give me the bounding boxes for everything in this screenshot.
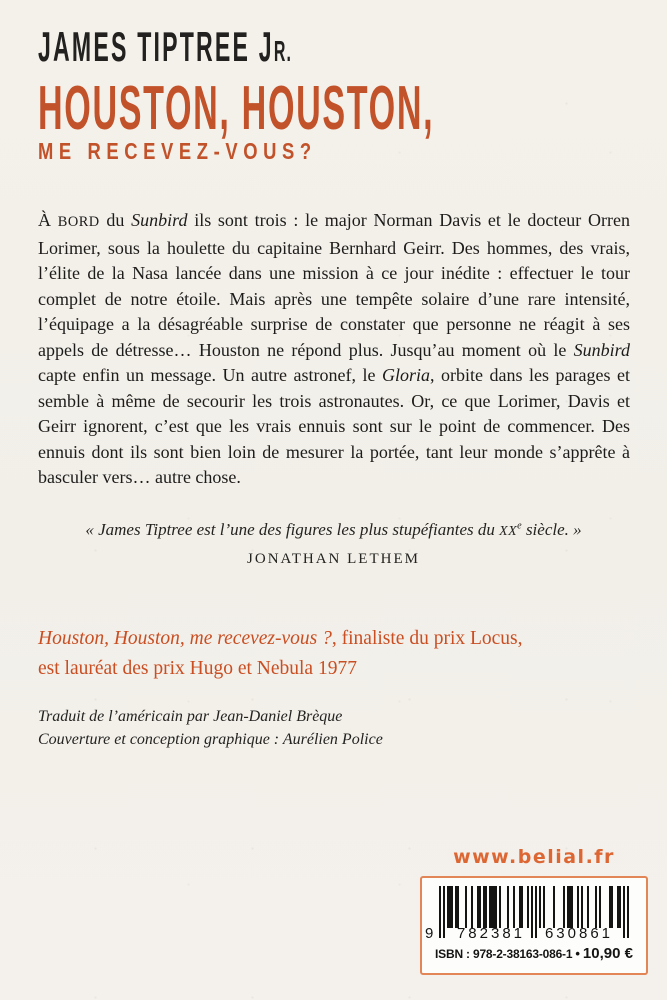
quote-text: « James Tiptree est l’une des figures les plus stupéfiantes du — [85, 520, 500, 539]
book-subtitle: ME RECEVEZ-VOUS? — [38, 138, 317, 164]
synopsis-text: capte enfin un message. Un autre astronef, le — [38, 365, 382, 385]
synopsis-text: , orbite dans les parages et semble à même de secourir les trois astronautes. Or, ce que Lorimer, Davis et Geirr ignorent, c’est que les vrais ennuis sont sur le point de commencer. Des ennuis dont ils sont bien loin de mesurer la portée, tant leur monde s’apprête à basculer vers… autre chose. — [38, 365, 630, 487]
barcode-digit-left: 9 — [425, 925, 434, 942]
review-quote — [0, 520, 667, 540]
awards-line1-rest: , finaliste du prix Locus, — [331, 628, 523, 649]
cover-design-credit: Couverture et conception graphique : Aurélien Police — [38, 730, 383, 748]
synopsis-text: du — [99, 210, 132, 230]
awards-book-title: Houston, Houston, me recevez-vous ? — [38, 628, 332, 649]
ship-name-sunbird: Sunbird — [573, 339, 630, 360]
quote-century: XX — [499, 524, 518, 539]
barcode-box — [420, 876, 648, 975]
barcode — [425, 886, 629, 942]
awards-line-2: est lauréat des prix Hugo et Nebula 1977 — [38, 658, 357, 679]
synopsis-lead-smallcaps: BORD — [57, 214, 100, 230]
author-name — [38, 23, 500, 70]
ship-name-sunbird: Sunbird — [131, 210, 188, 230]
translator-credit: Traduit de l’américain par Jean-Daniel Brèque — [38, 708, 343, 725]
isbn-number: ISBN : 978-2-38163-086-1 — [435, 947, 573, 961]
synopsis-lead: À — [38, 210, 58, 230]
separator-bullet: • — [575, 946, 580, 961]
barcode-digits-group1: 782381 — [456, 925, 526, 942]
quote-attribution: JONATHAN LETHEM — [247, 551, 420, 567]
quote-text-end: siècle. » — [521, 520, 582, 539]
quote-century-sup: e — [517, 520, 522, 532]
isbn-price-line — [432, 945, 636, 963]
barcode-digits-group2: 630861 — [544, 925, 614, 942]
author-main: JAMES TIPTREE J — [38, 23, 274, 70]
awards-line-1 — [38, 624, 630, 654]
awards-note — [38, 624, 630, 684]
author-suffix: R. — [273, 36, 292, 68]
publisher-website: www.belial.fr — [453, 846, 615, 868]
credits-block — [38, 706, 630, 751]
synopsis-paragraph — [38, 208, 630, 491]
book-title: HOUSTON, HOUSTON, — [38, 74, 435, 143]
price: 10,90 € — [582, 945, 633, 962]
ship-name-gloria: Gloria — [381, 365, 430, 385]
synopsis-text: ils sont trois : le major Norman Davis et le docteur Orren Lorimer, sous la houlette du capitaine Bernhard Geirr. Des hommes, des vrais, l’élite de la Nasa lancée dans une mission à ce jour inédite : effectuer le tour complet de notre étoile. Mais après une tempête solaire d’une rare intensité, l’équipage a la désagréable surprise de constater que personne ne réagit à ses appels de détresse… Houston ne répond plus. Jusqu’au moment où le — [38, 210, 630, 360]
